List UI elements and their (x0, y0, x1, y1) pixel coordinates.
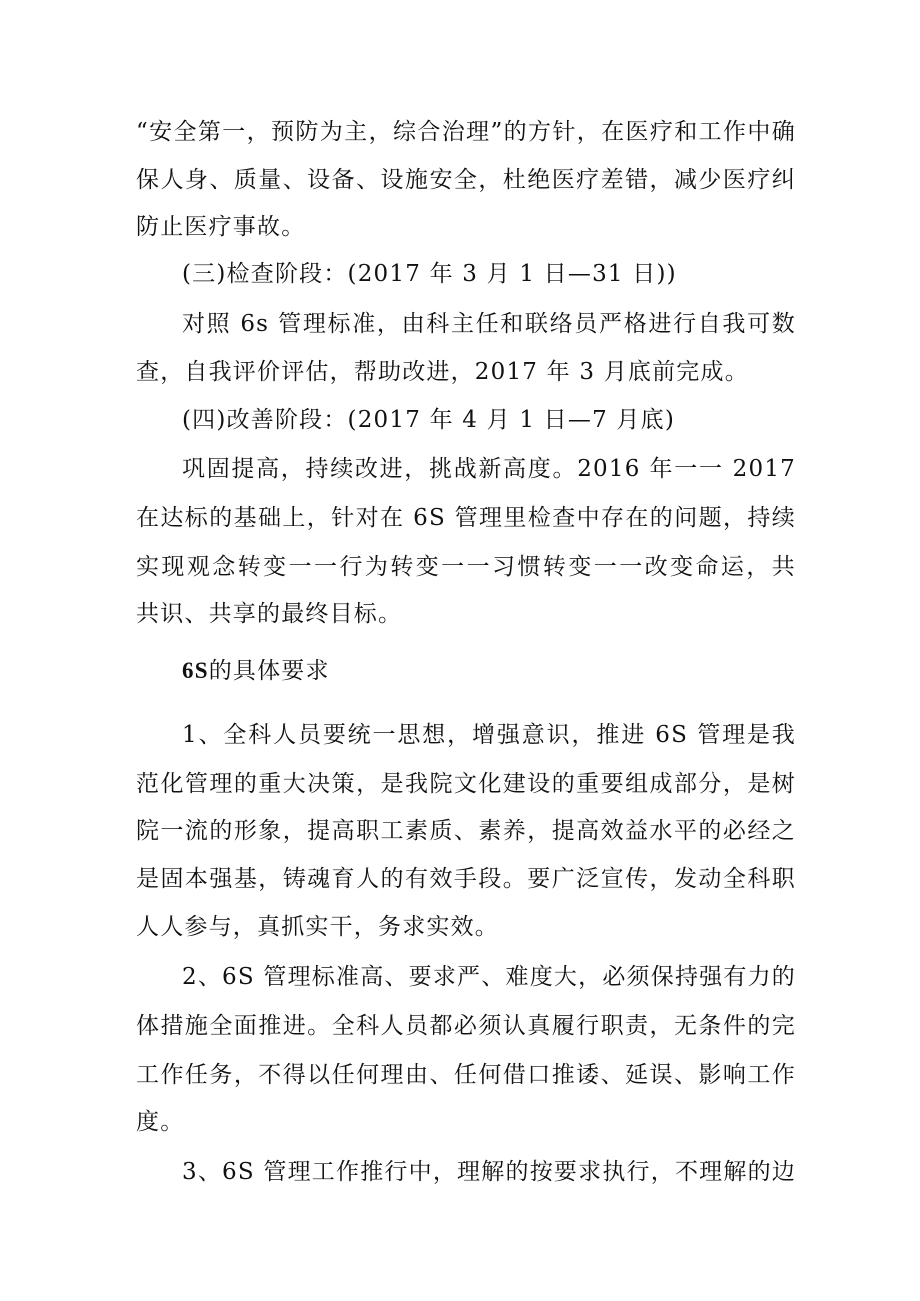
paragraph-line: “安全第一，预防为主，综合治理”的方针，在医疗和工作中确 (136, 119, 796, 145)
paragraph-line: 范化管理的重大决策，是我院文化建设的重要组成部分，是树 (136, 771, 796, 797)
paragraph-line: 体措施全面推进。全科人员都必须认真履行职责，无条件的完 (136, 1013, 796, 1039)
paragraph-line: 2、6S 管理标准高、要求严、难度大，必须保持强有力的 (182, 964, 796, 990)
paragraph-line: 保人身、质量、设备、设施安全，杜绝医疗差错，减少医疗纠 (136, 167, 796, 193)
paragraph-line: 对照 6s 管理标准，由科主任和联络员严格进行自我可数 (182, 311, 796, 337)
section-heading-improvement: (四)改善阶段：(2017 年 4 月 1 日—7 月底) (182, 407, 675, 433)
paragraph-line: 巩固提高，持续改进，挑战新高度。2016 年一一 2017 (182, 456, 796, 482)
paragraph-line: 度。 (136, 1109, 185, 1135)
section-title-6s: 6S (182, 658, 209, 683)
paragraph-line: 人人参与，真抓实干，务求实效。 (136, 914, 499, 940)
paragraph-line: 工作任务，不得以任何理由、任何借口推诿、延误、影响工作 (136, 1062, 796, 1088)
paragraph-line: 实现观念转变一一行为转变一一习惯转变一一改变命运，共 (136, 554, 796, 580)
section-heading-inspection: (三)检查阶段：(2017 年 3 月 1 日—31 日)) (182, 261, 677, 287)
paragraph-line: 3、6S 管理工作推行中，理解的按要求执行，不理解的边 (182, 1159, 796, 1185)
paragraph-line: 查，自我评价评估，帮助改进，2017 年 3 月底前完成。 (136, 359, 749, 385)
paragraph-line: 共识、共享的最终目标。 (136, 601, 403, 627)
paragraph-line: 防止医疗事故。 (136, 214, 306, 240)
section-title-6s-requirements (182, 656, 842, 686)
section-title-text: 的具体要求 (208, 658, 330, 684)
paragraph-line: 1、全科人员要统一思想，增强意识，推进 6S 管理是我 (182, 722, 796, 748)
paragraph-line: 在达标的基础上，针对在 6S 管理里检查中存在的问题，持续 (136, 505, 796, 531)
paragraph-line: 是固本强基，铸魂育人的有效手段。要广泛宣传，发动全科职 (136, 866, 796, 892)
paragraph-line: 院一流的形象，提高职工素质、素养，提高效益水平的必经之 (136, 818, 796, 844)
